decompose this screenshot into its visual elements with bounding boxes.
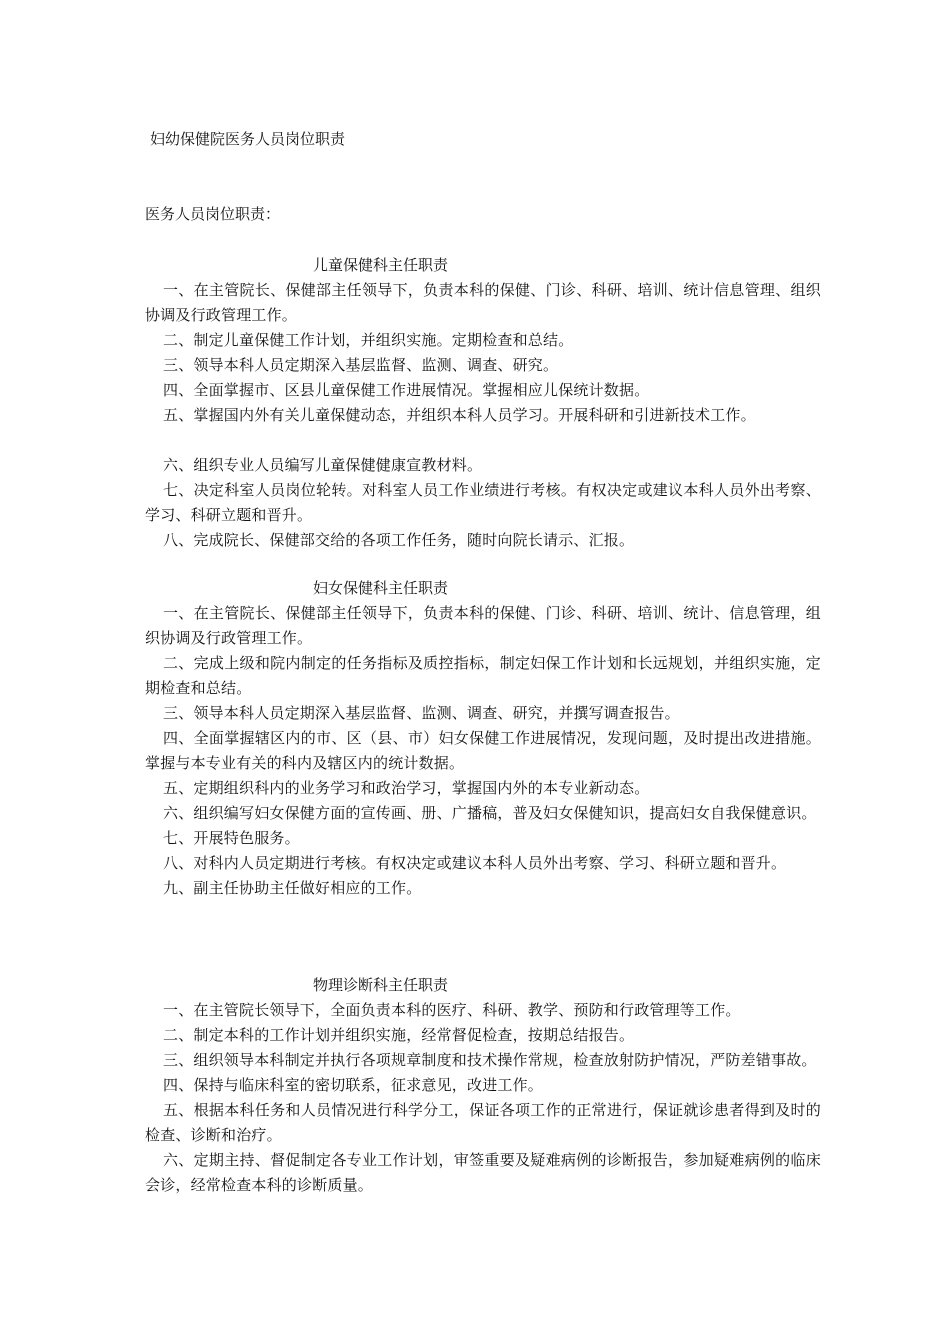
paragraph: 八、完成院长、保健部交给的各项工作任务，随时向院长请示、汇报。	[163, 531, 635, 549]
paragraph: 四、保持与临床科室的密切联系，征求意见，改进工作。	[163, 1076, 544, 1094]
section-women-health	[145, 575, 821, 901]
paragraph: 四、全面掌握辖区内的市、区（县、市）妇女保健工作进展情况，发现问题，及时提出改进措施。掌握与本专业有关的科内及辖区内的统计数据。	[145, 729, 821, 772]
paragraph: 六、定期主持、督促制定各专业工作计划，审签重要及疑难病例的诊断报告，参加疑难病例的临床会诊，经常检查本科的诊断质量。	[145, 1151, 821, 1194]
paragraph: 一、在主管院长、保健部主任领导下，负责本科的保健、门诊、科研、培训、统计信息管理、组织协调及行政管理工作。	[145, 281, 821, 324]
paragraph: 五、定期组织科内的业务学习和政治学习，掌握国内外的本专业新动态。	[163, 779, 650, 797]
paragraph: 三、组织领导本科制定并执行各项规章制度和技术操作常规，检查放射防护情况，严防差错事故。	[163, 1051, 817, 1069]
paragraph: 二、制定本科的工作计划并组织实施，经常督促检查，按期总结报告。	[163, 1026, 635, 1044]
section-heading: 物理诊断科主任职责	[313, 976, 449, 994]
paragraph: 三、领导本科人员定期深入基层监督、监测、调查、研究。	[163, 356, 559, 374]
paragraph: 五、根据本科任务和人员情况进行科学分工，保证各项工作的正常进行，保证就诊患者得到及时的检查、诊断和治疗。	[145, 1101, 821, 1144]
paragraph: 一、在主管院长领导下，全面负责本科的医疗、科研、教学、预防和行政管理等工作。	[163, 1001, 741, 1019]
paragraph: 二、制定儿童保健工作计划，并组织实施。定期检查和总结。	[163, 331, 574, 349]
paragraph: 八、对科内人员定期进行考核。有权决定或建议本科人员外出考察、学习、科研立题和晋升。	[163, 854, 787, 872]
paragraph: 七、决定科室人员岗位轮转。对科室人员工作业绩进行考核。有权决定或建议本科人员外出考察、学习、科研立题和晋升。	[145, 481, 821, 524]
paragraph: 五、掌握国内外有关儿童保健动态，并组织本科人员学习。开展科研和引进新技术工作。	[163, 406, 756, 424]
paragraph: 九、副主任协助主任做好相应的工作。	[163, 879, 422, 897]
section-heading: 儿童保健科主任职责	[313, 256, 449, 274]
paragraph: 六、组织编写妇女保健方面的宣传画、册、广播稿，普及妇女保健知识，提高妇女自我保健意识。	[163, 804, 817, 822]
paragraph: 六、组织专业人员编写儿童保健健康宣教材料。	[163, 456, 483, 474]
intro-line: 医务人员岗位职责：	[145, 205, 281, 223]
paragraph: 七、开展特色服务。	[163, 829, 300, 847]
paragraph: 四、全面掌握市、区县儿童保健工作进展情况。掌握相应儿保统计数据。	[163, 381, 650, 399]
document-title: 妇幼保健院医务人员岗位职责	[150, 130, 346, 148]
paragraph: 三、领导本科人员定期深入基层监督、监测、调查、研究，并撰写调查报告。	[163, 704, 680, 722]
section-child-health	[145, 252, 821, 553]
paragraph: 一、在主管院长、保健部主任领导下，负责本科的保健、门诊、科研、培训、统计、信息管理，组织协调及行政管理工作。	[145, 604, 821, 647]
section-heading: 妇女保健科主任职责	[313, 579, 449, 597]
paragraph: 二、完成上级和院内制定的任务指标及质控指标，制定妇保工作计划和长远规划，并组织实施，定期检查和总结。	[145, 654, 821, 697]
section-physical-diagnosis	[145, 972, 821, 1198]
